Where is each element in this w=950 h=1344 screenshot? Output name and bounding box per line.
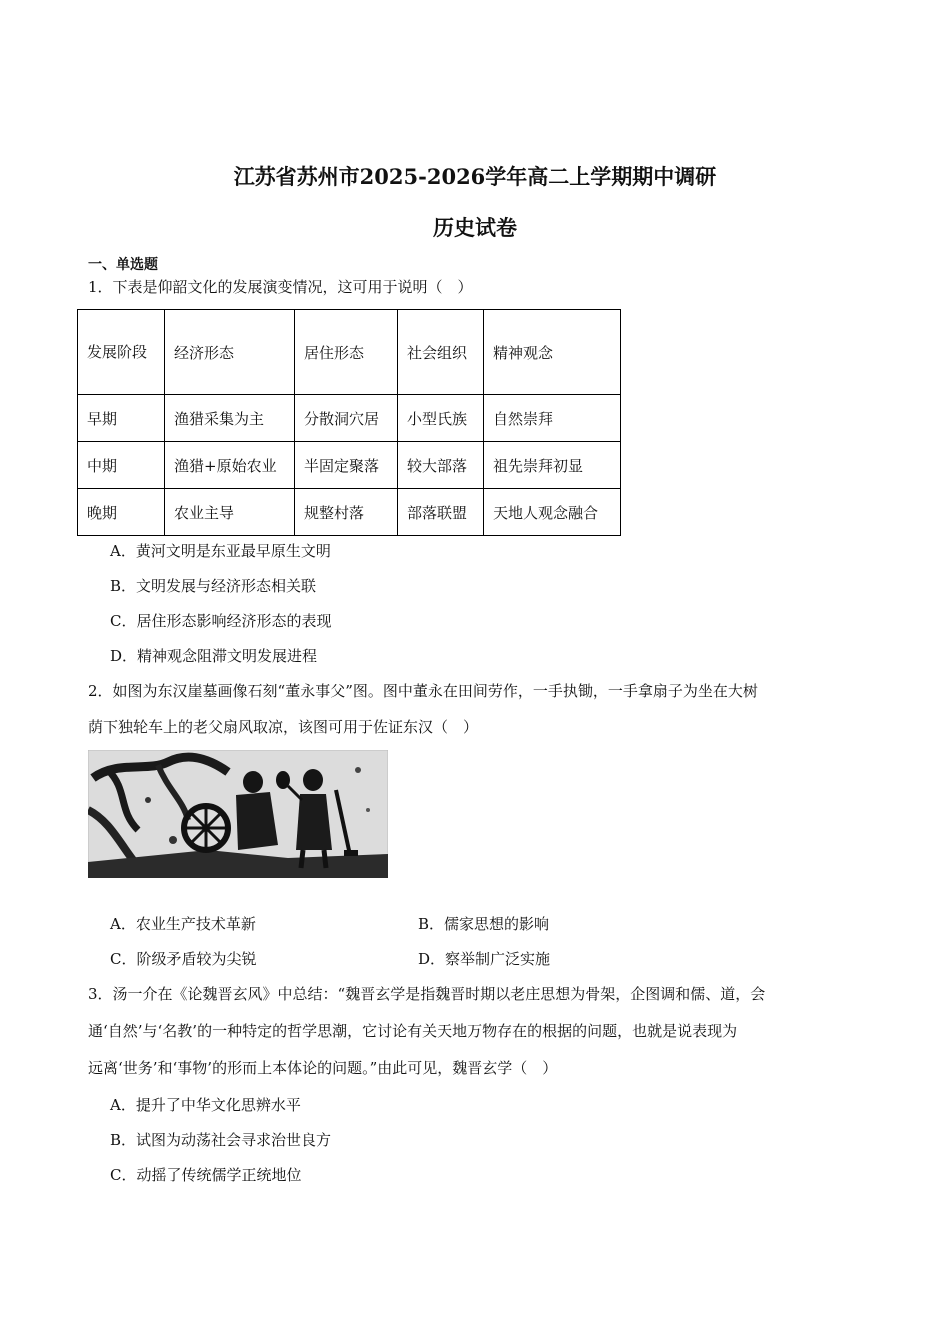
section-heading: 一、单选题 bbox=[88, 257, 158, 273]
option-b[interactable]: B．儒家思想的影响 bbox=[418, 915, 550, 933]
table-cell: 渔猎+原始农业 bbox=[165, 442, 295, 489]
question-3-stem-line1: 3．汤一介在《论魏晋玄风》中总结：“魏晋玄学是指魏晋时期以老庄思想为骨架，企图调和儒、道，会 bbox=[88, 985, 766, 1003]
table-cell: 规整村落 bbox=[295, 489, 398, 536]
option-a[interactable]: A．农业生产技术革新 bbox=[110, 915, 256, 933]
table-cell: 中期 bbox=[78, 442, 165, 489]
table-header-cell: 经济形态 bbox=[165, 310, 295, 395]
option-d[interactable]: D．精神观念阻滞文明发展进程 bbox=[110, 647, 318, 665]
option-b[interactable]: B．试图为动荡社会寻求治世良方 bbox=[110, 1131, 332, 1149]
exam-title: 江苏省苏州市2025-2026学年高二上学期期中调研 bbox=[233, 164, 717, 189]
table-cell: 部落联盟 bbox=[398, 489, 484, 536]
question-2-stem-line2: 荫下独轮车上的老父扇风取凉，该图可用于佐证东汉（ ） bbox=[88, 718, 479, 736]
table-cell: 自然崇拜 bbox=[484, 395, 621, 442]
table-row bbox=[78, 442, 621, 489]
option-c[interactable]: C．居住形态影响经济形态的表现 bbox=[110, 612, 332, 630]
option-d[interactable]: D．察举制广泛实施 bbox=[418, 950, 551, 968]
option-b[interactable]: B．文明发展与经济形态相关联 bbox=[110, 577, 317, 595]
stone-relief-image bbox=[88, 750, 388, 878]
table-cell: 小型氏族 bbox=[398, 395, 484, 442]
table-cell: 分散洞穴居 bbox=[295, 395, 398, 442]
exam-subtitle: 历史试卷 bbox=[433, 215, 517, 240]
table-cell: 天地人观念融合 bbox=[484, 489, 621, 536]
table-row bbox=[78, 489, 621, 536]
table-cell: 半固定聚落 bbox=[295, 442, 398, 489]
table-cell: 早期 bbox=[78, 395, 165, 442]
option-c[interactable]: C．动摇了传统儒学正统地位 bbox=[110, 1166, 302, 1184]
table-header-cell: 居住形态 bbox=[295, 310, 398, 395]
option-a[interactable]: A．黄河文明是东亚最早原生文明 bbox=[110, 542, 331, 560]
table-header-cell: 社会组织 bbox=[398, 310, 484, 395]
question-2-stem-line1: 2．如图为东汉崖墓画像石刻“董永事父”图。图中董永在田间劳作，一手执锄，一手拿扇子为坐在大树 bbox=[88, 682, 758, 700]
table-header-cell: 发展阶段 bbox=[78, 310, 165, 395]
option-a[interactable]: A．提升了中华文化思辨水平 bbox=[110, 1096, 301, 1114]
table-header-cell: 精神观念 bbox=[484, 310, 621, 395]
question-3-stem-line3: 远离‘世务’和‘事物’的形而上本体论的问题。”由此可见，魏晋玄学（ ） bbox=[88, 1059, 558, 1077]
table-cell: 渔猎采集为主 bbox=[165, 395, 295, 442]
question-3-stem-line2: 通‘自然’与‘名教’的一种特定的哲学思潮，它讨论有关天地万物存在的根据的问题，也就是说表现为 bbox=[88, 1022, 738, 1040]
table-cell: 农业主导 bbox=[165, 489, 295, 536]
table-cell: 较大部落 bbox=[398, 442, 484, 489]
question-1-stem: 1．下表是仰韶文化的发展演变情况，这可用于说明（ ） bbox=[88, 278, 473, 296]
table-row bbox=[78, 395, 621, 442]
question-1-table bbox=[77, 309, 621, 536]
table-cell: 晚期 bbox=[78, 489, 165, 536]
table-cell: 祖先崇拜初显 bbox=[484, 442, 621, 489]
option-c[interactable]: C．阶级矛盾较为尖锐 bbox=[110, 950, 257, 968]
